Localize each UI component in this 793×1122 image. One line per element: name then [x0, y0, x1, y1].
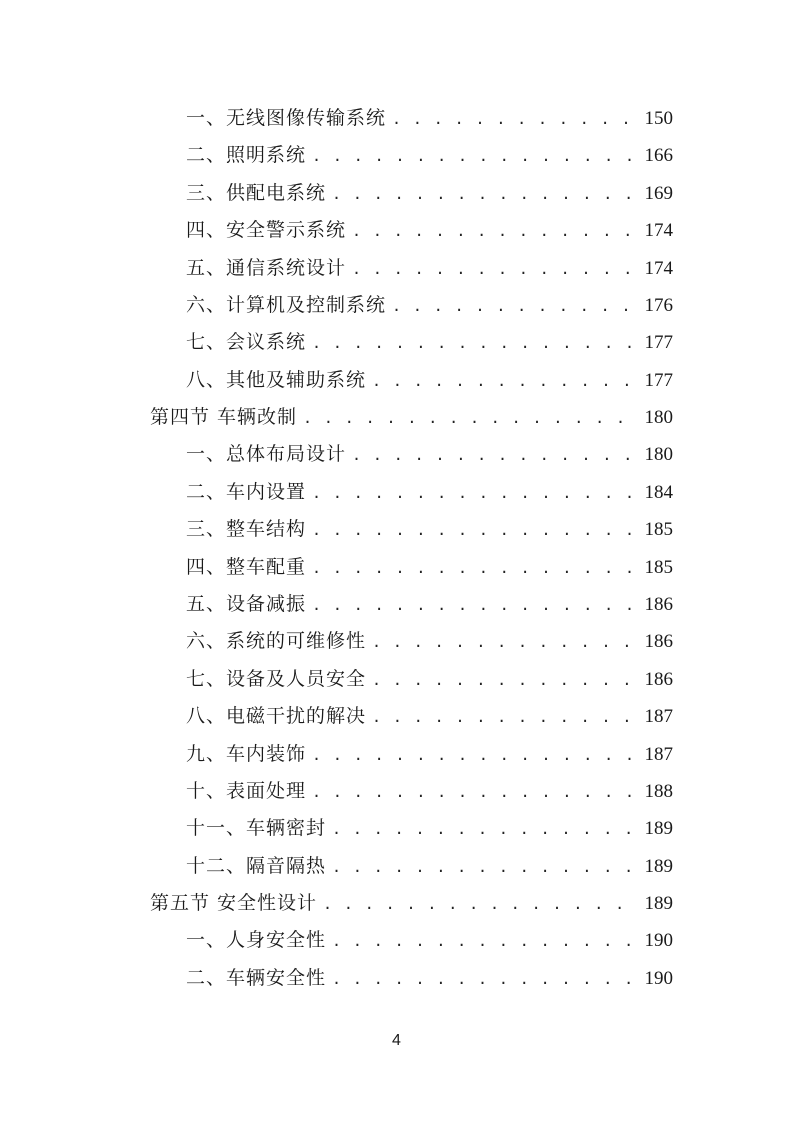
toc-dot-leader	[303, 404, 634, 432]
toc-entry-page: 184	[644, 482, 673, 503]
toc-dot-leader	[332, 180, 634, 208]
toc-entry-title: 五、通信系统设计	[186, 257, 347, 279]
toc-dot-leader	[372, 703, 634, 731]
toc-entry[interactable]	[186, 627, 673, 655]
toc-entry[interactable]	[186, 852, 673, 880]
toc-entry[interactable]	[186, 216, 673, 244]
toc-entry-title: 一、总体布局设计	[186, 443, 347, 465]
toc-dot-leader	[332, 853, 634, 881]
toc-entry[interactable]	[186, 553, 673, 581]
toc-dot-leader	[332, 965, 634, 993]
toc-entry[interactable]	[186, 665, 673, 693]
toc-entry-page: 189	[644, 818, 673, 839]
toc-dot-leader	[392, 292, 634, 320]
toc-entry-page: 187	[644, 744, 673, 765]
toc-entry[interactable]	[186, 440, 673, 468]
toc-entry-page: 190	[644, 968, 673, 989]
toc-entry-title: 三、供配电系统	[186, 182, 327, 204]
toc-entry-page: 189	[644, 856, 673, 877]
toc-entry-page: 177	[644, 370, 673, 391]
toc-entry-title: 八、其他及辅助系统	[186, 369, 367, 391]
toc-entry[interactable]	[186, 291, 673, 319]
toc-entry[interactable]	[186, 740, 673, 768]
toc-entry-page: 187	[644, 706, 673, 727]
toc-entry-title: 七、会议系统	[186, 331, 307, 353]
toc-entry-title: 六、计算机及控制系统	[186, 294, 387, 316]
toc-dot-leader	[312, 142, 634, 170]
toc-entry[interactable]	[186, 366, 673, 394]
toc-entry[interactable]	[186, 254, 673, 282]
toc-section-title: 第四节 车辆改制	[150, 406, 298, 428]
toc-entry-title: 二、车辆安全性	[186, 967, 327, 989]
toc-entry-page: 185	[644, 557, 673, 578]
toc-entry-title: 一、无线图像传输系统	[186, 107, 387, 129]
toc-dot-leader	[312, 591, 634, 619]
toc-entry[interactable]	[186, 179, 673, 207]
toc-dot-leader	[312, 479, 634, 507]
toc-entry-title: 十二、隔音隔热	[186, 855, 327, 877]
toc-dot-leader	[312, 741, 634, 769]
toc-entry-page: 188	[644, 781, 673, 802]
toc-entry-title: 二、照明系统	[186, 144, 307, 166]
toc-entry[interactable]	[186, 926, 673, 954]
toc-dot-leader	[312, 329, 634, 357]
toc-entry-title: 六、系统的可维修性	[186, 630, 367, 652]
toc-entry[interactable]	[186, 702, 673, 730]
toc-entry[interactable]	[186, 515, 673, 543]
toc-entry-title: 三、整车结构	[186, 518, 307, 540]
toc-entry[interactable]	[186, 141, 673, 169]
toc-section-entry[interactable]	[150, 403, 673, 431]
toc-section-entry[interactable]	[150, 889, 673, 917]
toc-entry[interactable]	[186, 777, 673, 805]
toc-entry-page: 186	[644, 669, 673, 690]
toc-dot-leader	[372, 628, 634, 656]
toc-entry-page: 180	[644, 407, 673, 428]
toc-entry-page: 177	[644, 332, 673, 353]
toc-entry-page: 180	[644, 444, 673, 465]
toc-entry-page: 174	[644, 220, 673, 241]
toc-entry-page: 174	[644, 258, 673, 279]
toc-entry-title: 九、车内装饰	[186, 743, 307, 765]
toc-entry-page: 166	[644, 145, 673, 166]
toc-entry-page: 185	[644, 519, 673, 540]
toc-entry-title: 十、表面处理	[186, 780, 307, 802]
toc-entry[interactable]	[186, 590, 673, 618]
toc-entry-title: 二、车内设置	[186, 481, 307, 503]
toc-entry-title: 十一、车辆密封	[186, 817, 327, 839]
toc-dot-leader	[312, 778, 634, 806]
toc-dot-leader	[312, 516, 634, 544]
toc-entry-page: 176	[644, 295, 673, 316]
toc-dot-leader	[372, 666, 634, 694]
toc-dot-leader	[312, 554, 634, 582]
toc-dot-leader	[332, 927, 634, 955]
toc-dot-leader	[352, 217, 634, 245]
toc-entry[interactable]	[186, 328, 673, 356]
toc-entry-page: 186	[644, 594, 673, 615]
toc-entry-page: 189	[644, 893, 673, 914]
toc-entry-title: 四、安全警示系统	[186, 219, 347, 241]
toc-entry-page: 169	[644, 183, 673, 204]
toc-entry-title: 八、电磁干扰的解决	[186, 705, 367, 727]
toc-entry-title: 四、整车配重	[186, 556, 307, 578]
toc-entry-title: 七、设备及人员安全	[186, 668, 367, 690]
toc-dot-leader	[392, 105, 634, 133]
page-number: 4	[392, 1032, 401, 1049]
toc-entry-title: 一、人身安全性	[186, 929, 327, 951]
toc-dot-leader	[323, 890, 634, 918]
toc-entry[interactable]	[186, 104, 673, 132]
toc-dot-leader	[352, 255, 634, 283]
toc-entry[interactable]	[186, 964, 673, 992]
toc-entry-page: 150	[644, 108, 673, 129]
toc-dot-leader	[332, 815, 634, 843]
toc-entry[interactable]	[186, 478, 673, 506]
toc-entry-page: 190	[644, 930, 673, 951]
toc-entry-page: 186	[644, 631, 673, 652]
toc-section-title: 第五节 安全性设计	[150, 892, 318, 914]
toc-entry-title: 五、设备减振	[186, 593, 307, 615]
toc-entry[interactable]	[186, 814, 673, 842]
toc-dot-leader	[372, 367, 634, 395]
toc-dot-leader	[352, 441, 634, 469]
